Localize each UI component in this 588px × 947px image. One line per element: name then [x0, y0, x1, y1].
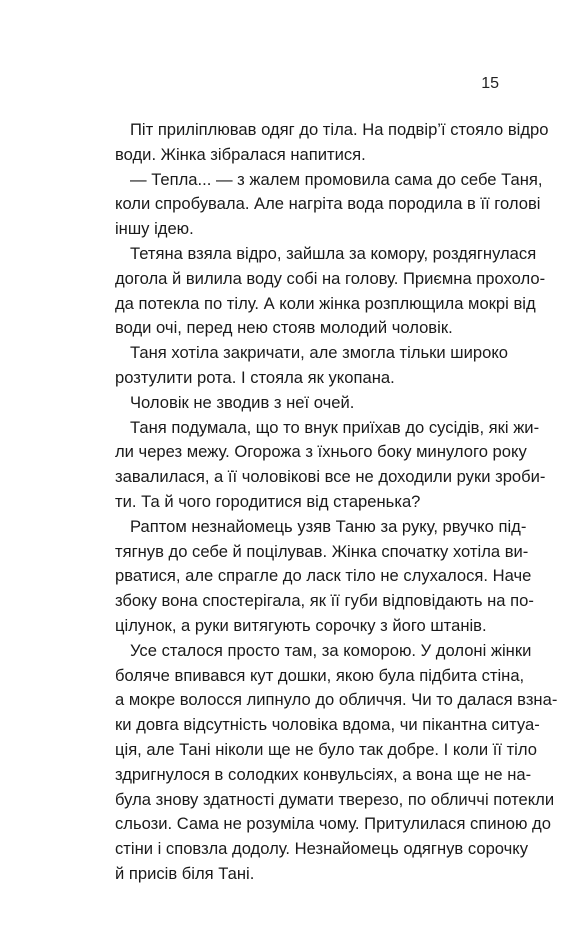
text-line: Тетяна взяла відро, зайшла за комору, роздягнулася — [130, 243, 537, 263]
text-line: да потекла по тілу. А коли жінка розплющила мокрі від — [115, 293, 536, 313]
text-line: а мокре волосся липнуло до обличчя. Чи то далася взна- — [115, 690, 558, 710]
paragraph — [115, 168, 543, 242]
body-text — [115, 118, 558, 887]
text-line: коли спробувала. Але нагріта вода породила в її голові — [115, 194, 541, 214]
text-line: догола й вилила воду собі на голову. Приємна прохоло- — [115, 268, 546, 288]
text-line: води очі, перед нею стояв молодий чоловік. — [115, 318, 453, 338]
text-line: Усе сталося просто там, за коморою. У долоні жінки — [130, 640, 532, 660]
paragraph — [115, 118, 549, 168]
text-line: рватися, але спрагле до ласк тіло не слухалося. Наче — [115, 566, 532, 586]
paragraph — [115, 515, 534, 639]
text-line: ція, але Тані ніколи ще не було так добре. І коли її тіло — [115, 739, 537, 759]
text-line: збоку вона спостерігала, як її губи відповідають на по- — [115, 591, 534, 611]
text-line: тягнув до себе й поцілував. Жінка спочатку хотіла ви- — [115, 541, 529, 561]
text-line: стіни і сповзла додолу. Незнайомець одягнув сорочку — [115, 839, 529, 859]
text-line: води. Жінка зібралася напитися. — [115, 144, 366, 164]
page-number: 15 — [481, 75, 499, 92]
text-line: ти. Та й чого городитися від старенька? — [115, 491, 421, 511]
text-line: завалилася, а її чоловікові все не доходили руки зроби- — [115, 467, 546, 487]
text-line: Чоловік не зводив з неї очей. — [130, 392, 355, 412]
text-line: Таня подумала, що то внук приїхав до сусідів, які жи- — [130, 417, 540, 437]
paragraph — [115, 416, 546, 515]
paragraph — [115, 391, 488, 416]
text-line: здригнулося в солодких конвульсіях, а вона ще не на- — [115, 764, 532, 784]
text-line: ки довга відсутність чоловіка вдома, чи пікантна ситуа- — [115, 715, 540, 735]
text-line: була знову здатності думати тверезо, по обличчі потекли — [115, 789, 555, 809]
paragraph — [115, 341, 509, 391]
text-line: — Тепла... — з жалем промовила сама до себе Таня, — [130, 169, 543, 189]
text-line: боляче впивався кут дошки, якою була підбита стіна, — [115, 665, 525, 685]
text-line: й присів біля Тані. — [115, 863, 255, 883]
paragraph — [115, 242, 546, 341]
text-line: ли через межу. Огорожа з їхнього боку минулого року — [115, 442, 527, 462]
text-line: розтулити рота. І стояла як укопана. — [115, 367, 395, 387]
paragraph — [115, 639, 558, 887]
text-line: сльози. Сама не розуміла чому. Притулилася спиною до — [115, 814, 551, 834]
text-line: Таня хотіла закричати, але змогла тільки широко — [130, 343, 509, 363]
text-line: Піт приліплював одяг до тіла. На подвір’ї стояло відро — [130, 120, 549, 139]
text-line: Раптом незнайомець узяв Таню за руку, рвучко під- — [130, 516, 527, 536]
text-line: іншу ідею. — [115, 219, 194, 239]
text-line: цілунок, а руки витягують сорочку з його штанів. — [115, 615, 487, 635]
